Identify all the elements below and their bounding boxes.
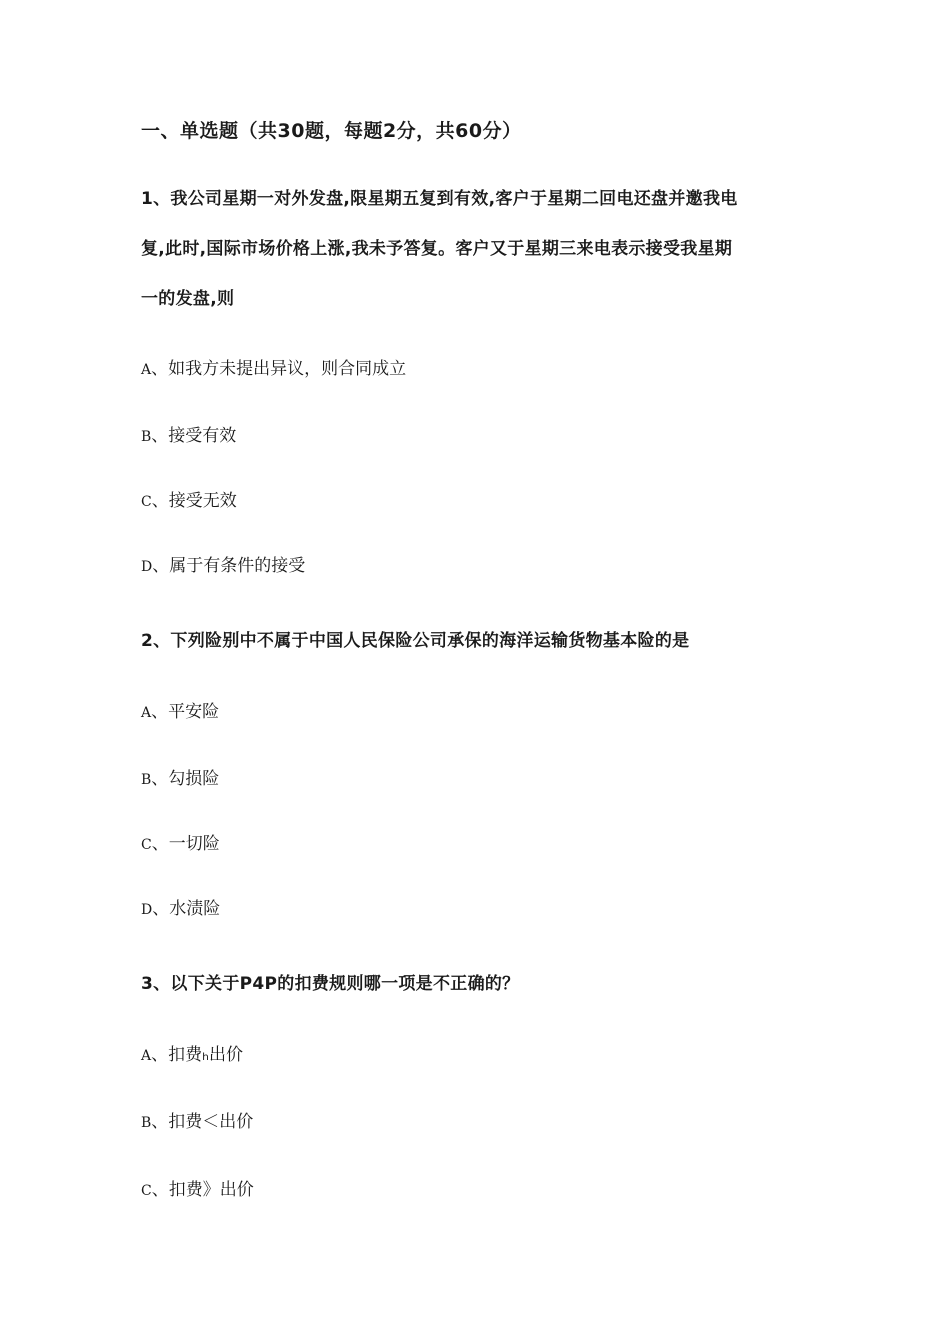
question-2-option-b: [141, 764, 219, 789]
option-text: 勾损险: [168, 769, 220, 789]
question-2-option-a: [141, 697, 219, 722]
option-letter: A: [141, 362, 152, 378]
option-letter: B: [141, 429, 152, 445]
option-text: 扣费》出价: [168, 1180, 254, 1200]
option-separator: 、: [151, 426, 169, 446]
option-separator: 、: [151, 834, 169, 854]
option-letter: A: [141, 705, 152, 721]
question-1-line-2: 复,此时,国际市场价格上涨,我未予答复。客户又于星期三来电表示接受我星期: [141, 239, 733, 259]
option-letter: B: [141, 1115, 152, 1131]
question-1-line-1: 1、我公司星期一对外发盘,限星期五复到有效,客户于星期二回电还盘并邀我电: [141, 189, 738, 209]
option-text: 扣费ₕ出价: [168, 1045, 243, 1065]
option-separator: 、: [152, 556, 170, 576]
option-letter: A: [141, 1048, 152, 1064]
option-text: 平安险: [168, 702, 220, 722]
option-text: 一切险: [168, 834, 220, 854]
option-letter: D: [141, 902, 153, 918]
question-2-line-1: 2、下列险别中不属于中国人民保险公司承保的海洋运输货物基本险的是: [141, 631, 690, 651]
question-3-option-c: [141, 1175, 254, 1200]
option-text: 如我方未提出异议，则合同成立: [168, 359, 407, 379]
option-text: 属于有条件的接受: [169, 556, 306, 576]
option-separator: 、: [151, 359, 169, 379]
question-1-option-b: [141, 421, 236, 446]
question-1-option-c: [141, 486, 237, 511]
option-letter: B: [141, 772, 152, 788]
option-text: 水渍险: [169, 899, 221, 919]
option-text: 扣费＜出价: [168, 1112, 254, 1132]
question-2-option-d: [141, 894, 220, 919]
option-separator: 、: [151, 1180, 169, 1200]
option-separator: 、: [151, 702, 169, 722]
question-1-line-3: 一的发盘,则: [141, 289, 235, 309]
question-3-line-1: 3、以下关于P4P的扣费规则哪一项是不正确的？: [141, 974, 520, 994]
option-letter: C: [141, 837, 152, 853]
option-separator: 、: [152, 899, 170, 919]
option-text: 接受无效: [168, 491, 237, 511]
question-1-option-d: [141, 551, 305, 576]
question-3-option-b: [141, 1107, 253, 1132]
option-separator: 、: [151, 491, 169, 511]
option-letter: C: [141, 494, 152, 510]
option-letter: C: [141, 1183, 152, 1199]
question-1-option-a: [141, 354, 406, 379]
option-text: 接受有效: [168, 426, 237, 446]
question-3-option-a: [141, 1040, 243, 1065]
option-separator: 、: [151, 1112, 169, 1132]
section-title: 一、单选题（共30题，每题2分，共60分）: [141, 120, 522, 142]
option-separator: 、: [151, 769, 169, 789]
question-2-option-c: [141, 829, 220, 854]
option-letter: D: [141, 559, 153, 575]
option-separator: 、: [151, 1045, 169, 1065]
